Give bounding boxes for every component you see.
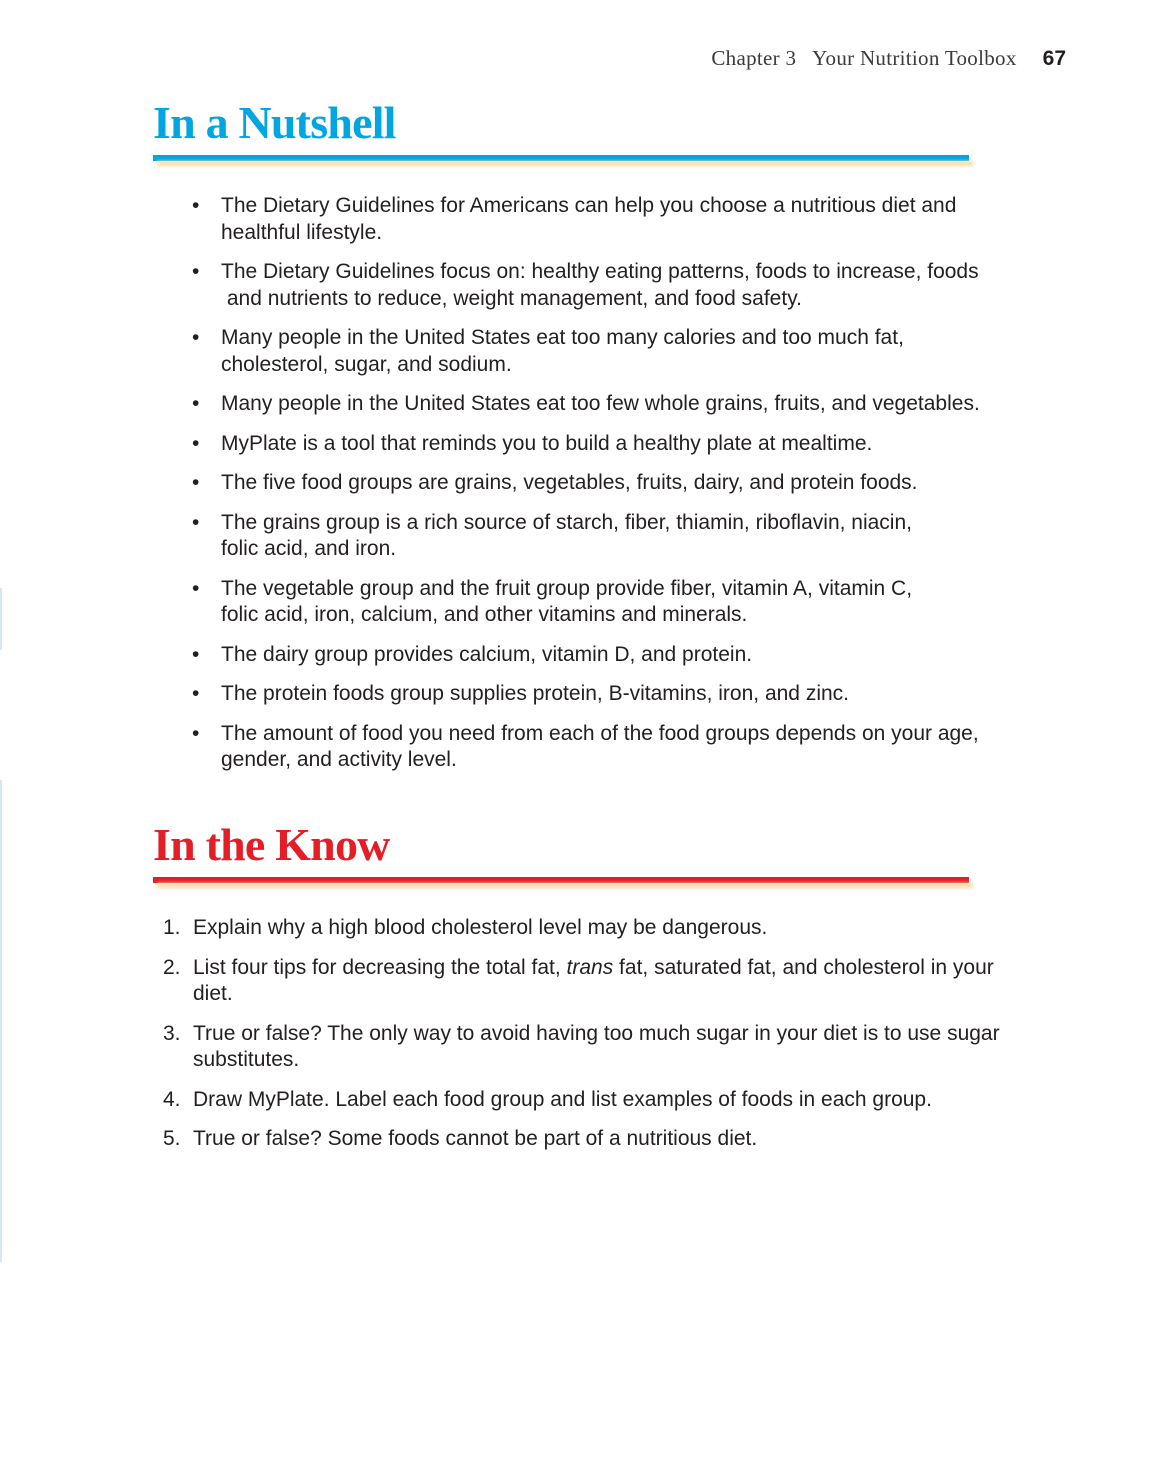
question-text: Draw MyPlate. Label each food group and list examples of foods in each group. [193, 1087, 932, 1111]
list-item-text: The five food groups are grains, vegetables, fruits, dairy, and protein foods. [221, 471, 918, 494]
list-item-text: The Dietary Guidelines for Americans can help you choose a nutritious diet and [221, 194, 957, 217]
question-number: 5. [163, 1127, 181, 1150]
section-title-nutshell: In a Nutshell [153, 97, 396, 148]
list-item-text: MyPlate is a tool that reminds you to build a healthy plate at mealtime. [221, 431, 873, 455]
list-item-text: Many people in the United States eat too few whole grains, fruits, and vegetables. [221, 392, 980, 415]
list-item [188, 681, 1068, 708]
question-text: diet. [193, 982, 233, 1005]
bullet-icon: • [192, 392, 200, 415]
list-item-text: The protein foods group supplies protein, B-vitamins, iron, and zinc. [221, 682, 850, 705]
list-item [188, 721, 1068, 774]
question-number: 1. [163, 916, 181, 939]
list-item-text: The dairy group provides calcium, vitamin D, and protein. [221, 642, 753, 666]
question-item [163, 1126, 1063, 1153]
bullet-icon: • [192, 510, 200, 534]
question-number: 4. [163, 1087, 181, 1111]
running-head [711, 46, 1066, 71]
bullet-icon: • [192, 576, 200, 600]
list-item-text: The Dietary Guidelines focus on: healthy eating patterns, foods to increase, foods [221, 260, 979, 283]
list-item [188, 510, 1068, 563]
bullet-icon: • [192, 431, 200, 455]
list-item [188, 642, 1068, 669]
bullet-icon: • [192, 642, 200, 666]
page-edge-mark [0, 780, 2, 1262]
list-item-text: The amount of food you need from each of the food groups depends on your age, [221, 721, 979, 745]
list-item [188, 259, 1068, 312]
list-item [188, 470, 1068, 497]
question-text: True or false? Some foods cannot be part of a nutritious diet. [193, 1127, 758, 1150]
question-item [163, 1021, 1063, 1074]
section-title-know: In the Know [153, 819, 390, 870]
question-text: substitutes. [193, 1048, 300, 1071]
question-number: 2. [163, 955, 181, 979]
list-item-text: folic acid, iron, calcium, and other vitamins and minerals. [221, 603, 748, 626]
chapter-title: Chapter 3 Your Nutrition Toolbox [711, 46, 1017, 70]
list-item [188, 576, 1068, 629]
list-item-text: gender, and activity level. [221, 748, 457, 771]
list-item [188, 391, 1068, 418]
nutshell-list [188, 193, 1068, 787]
know-question-list [163, 915, 1063, 1166]
bullet-icon: • [192, 471, 200, 494]
question-text-italic: trans [566, 955, 614, 979]
list-item-text: The vegetable group and the fruit group provide fiber, vitamin A, vitamin C, [221, 576, 913, 600]
bullet-icon: • [192, 326, 200, 349]
question-item [163, 1087, 1063, 1114]
bullet-icon: • [192, 194, 200, 217]
page-edge-mark [0, 588, 2, 650]
list-item-text: healthful lifestyle. [221, 220, 383, 244]
section-rule-red [153, 877, 969, 883]
question-text: Explain why a high blood cholesterol level may be dangerous. [193, 916, 768, 939]
list-item-text: The grains group is a rich source of starch, fiber, thiamin, riboflavin, niacin, [221, 510, 912, 534]
bullet-icon: • [192, 260, 200, 283]
question-item [163, 915, 1063, 942]
question-text: True or false? The only way to avoid having too much sugar in your diet is to use sugar [193, 1021, 1000, 1045]
list-item-text: cholesterol, sugar, and sodium. [221, 352, 512, 376]
bullet-icon: • [192, 682, 200, 705]
page-number: 67 [1042, 47, 1066, 70]
bullet-icon: • [192, 721, 200, 745]
question-item [163, 955, 1063, 1008]
list-item [188, 325, 1068, 378]
question-number: 3. [163, 1021, 181, 1045]
list-item-text: and nutrients to reduce, weight management, and food safety. [221, 286, 802, 310]
list-item [188, 193, 1068, 246]
list-item-text: folic acid, and iron. [221, 537, 397, 560]
question-text: List four tips for decreasing the total fat, [193, 955, 567, 979]
question-text: fat, saturated fat, and cholesterol in your [613, 955, 994, 979]
section-rule-blue [153, 155, 969, 161]
list-item-text: Many people in the United States eat too many calories and too much fat, [221, 326, 904, 349]
list-item [188, 431, 1068, 458]
